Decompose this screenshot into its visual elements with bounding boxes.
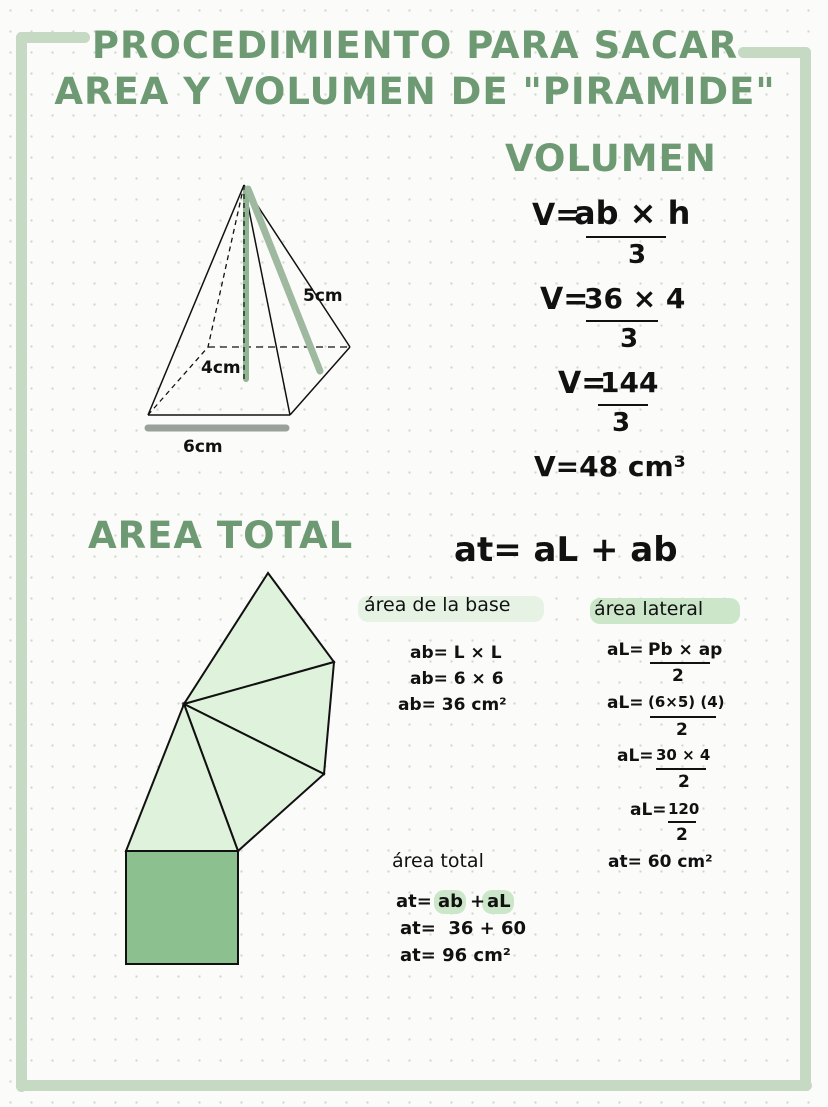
base-line3: ab= 36 cm² [398,695,507,715]
volumen-heading: VOLUMEN [505,137,717,180]
vol-step2-lhs: V= [540,282,589,317]
lat-step3-num: 30 × 4 [656,746,711,764]
page-title-line2: AREA Y VOLUMEN DE "PIRAMIDE" [54,70,776,113]
slant-height-line [248,189,320,371]
lat-step2-lhs: aL= [607,693,644,713]
vol-step1-lhs: V= [532,198,581,233]
area-total-formula: at= aL + ab [454,530,678,570]
base-line1: ab= L × L [410,643,502,663]
vol-result: V=48 cm³ [534,450,686,483]
height-label: 4cm [201,358,241,378]
pyramid-net [118,565,348,970]
lat-step1-bar [650,662,710,664]
net-base-square [126,851,238,964]
frame-left [16,32,27,1092]
lat-step3-den: 2 [678,772,690,792]
vol-step1-bar [586,236,666,238]
lat-step4-den: 2 [676,825,688,845]
total-line1-b: aL [487,891,511,912]
lat-step1-num: Pb × ap [648,640,723,660]
base-left-edge [148,347,208,415]
frame-right [800,47,811,1091]
lat-step1-den: 2 [672,666,684,686]
base-heading: área de la base [364,594,511,616]
vol-step1-num: ab × h [574,194,691,232]
lat-step3-lhs: aL= [617,746,654,766]
vol-step2-bar [586,320,658,322]
vol-step2-den: 3 [620,324,639,354]
total-line1-lhs: at= [396,891,432,912]
lat-step4-num: 120 [668,800,700,818]
vol-step3-lhs: V= [558,366,607,401]
lat-step4-bar [668,821,696,823]
lateral-heading: área lateral [594,598,704,620]
vol-step3-bar [598,404,648,406]
base-line2: ab= 6 × 6 [410,669,504,689]
lat-step1-lhs: aL= [607,640,644,660]
lat-result: at= 60 cm² [608,852,713,872]
frame-bottom [16,1080,812,1091]
total-heading: área total [392,850,484,872]
edge-apex-back-left [208,185,244,347]
base-label: 6cm [183,437,223,457]
edge-apex-front-left [148,185,244,415]
total-line1-a: ab [438,891,464,912]
lat-step4-lhs: aL= [630,800,667,820]
area-total-heading: AREA TOTAL [88,514,354,557]
total-line3: at= 96 cm² [400,945,511,966]
lat-step2-num: (6×5) (4) [648,693,725,711]
page-title-line1: PROCEDIMIENTO PARA SACAR [91,24,739,67]
total-line2: at= 36 + 60 [400,918,527,939]
total-line1-plus: + [470,891,486,912]
edge-label: 5cm [303,286,343,306]
base-right-edge [290,347,350,415]
vol-step3-num: 144 [600,366,659,399]
vol-step3-den: 3 [612,408,631,438]
vol-step1-den: 3 [628,240,647,270]
vol-step2-num: 36 × 4 [584,282,686,315]
pyramid-diagram [130,175,370,465]
lat-step3-bar [656,768,706,770]
lat-step2-bar [650,716,716,718]
lat-step2-den: 2 [676,720,688,740]
